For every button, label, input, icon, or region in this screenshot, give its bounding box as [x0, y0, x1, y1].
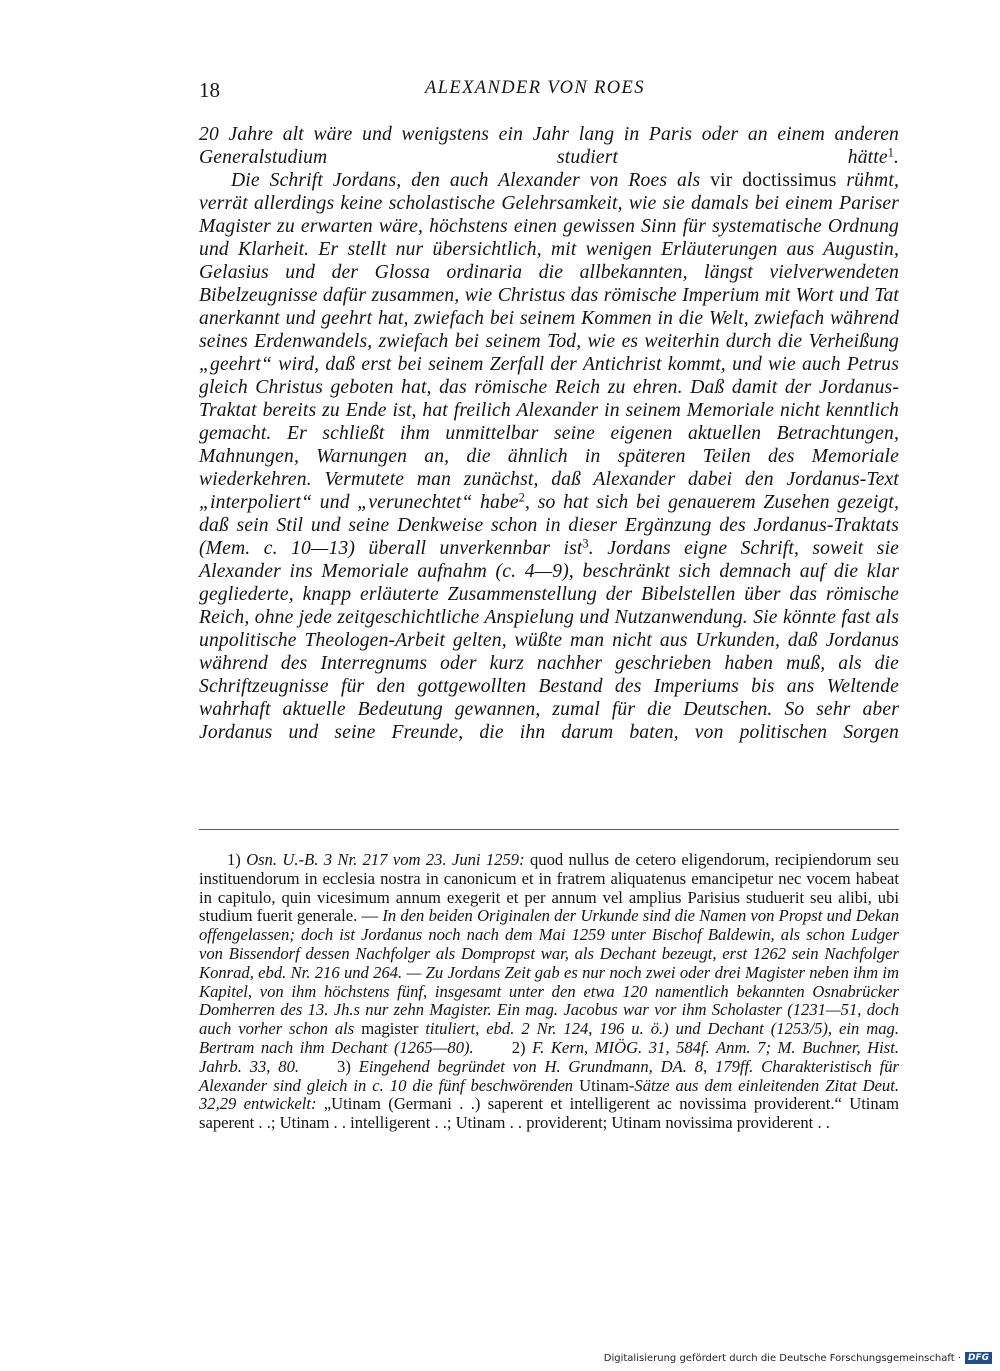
footnote-2-text: F. Kern, MIÖG. 31, 584f. Anm. 7; M. Buchner, Hist. Jahrb. 33, 80. — [199, 1037, 899, 1076]
footnotes — [199, 851, 899, 1133]
footnote-divider — [199, 829, 899, 830]
page-header — [199, 78, 899, 106]
footnote-1-quote: quod nullus de cetero eligendorum, recipiendorum seu instituendorum in ecclesia nostra in canonicum et in fratrem aliquatenus emancipetur nec vocem habeat in capitulo, quin vicesimum annum exegerit et per annum vel amplius Parisius studuerit seu alibi, ubi studium fuerit generale. — — [199, 850, 899, 926]
footnote-3-text-cont: -Sätze aus dem einleitenden Zitat Deut. 32,29 entwickelt: — [199, 1075, 899, 1114]
paragraph-2 — [199, 169, 899, 744]
paragraph-2-text-b: rühmt, verrät allerdings keine scholastische Gelehrsamkeit, wie sie damals bei einem Pariser Magister zu erwarten wäre, höchstens einen gewissen Sinn für systematische Ordnung und Klarheit. Er stellt nur übersichtlich, mit wenigen Erläuterungen aus Augustin, Gelasius und der Glossa ordinaria die allbekannten, längst vielverwendeten Bibelzeugnisse dafür zusammen, wie Christus das römische Imperium mit Wort und Tat anerkannt und geehrt hat, zwiefach bei seinem Kommen in die Welt, zwiefach während seines Erdenwandels, zwiefach bei seinem Tod, wie es weiterhin durch die Verheißung „geehrt“ wird, daß erst bei seinem Zerfall der Antichrist kommt, und wie auch Petrus gleich Christus geboten hat, das römische Reich zu ehren. Daß damit der Jordanus-Traktat bereits zu Ende ist, hat freilich Alexander in seinem Memoriale nicht kenntlich gemacht. Er schließt ihm unmittelbar seine eigenen aktuellen Betrachtungen, Mahnungen, Warnungen an, die ähnlich in späteren Teilen des Memoriale wiederkehren. Vermutete man zunächst, daß Alexander dabei den Jordanus-Text „interpoliert“ und „verunechtet“ habe — [199, 170, 899, 513]
digitization-notice — [604, 1349, 992, 1367]
main-text — [199, 123, 899, 744]
footnote-3-latin-word: Utinam — [579, 1075, 629, 1095]
footnote-1-source: Osn. U.-B. 3 Nr. 217 vom 23. Juni 1259: — [246, 850, 525, 869]
footnote-1-commentary: In den beiden Originalen der Urkunde sind die Namen von Propst und Dekan offengelassen; doch ist Jordanus noch nach dem Mai 1259 unter Bischof Baldewin, als schon Ludger von Bissendorf dessen Nachfolger als Dompropst war, als Dechant bezeugt, erst 1262 sein Nachfolger Konrad, ebd. Nr. 216 und 264. — Zu Jordans Zeit gab es nur noch zwei oder drei Magister neben ihm im Kapitel, von ihm höchstens fünf, insgesamt unter den etwa 120 namentlich bekannten Osnabrücker Domherren des 13. Jh.s nur zehn Magister. Ein mag. Jacobus war vor ihm Scholaster (1231—51, doch auch vorher schon als — [199, 906, 900, 1039]
dfg-logo[interactable]: DFG — [965, 1352, 992, 1364]
footnote-1-latin: magister — [361, 1019, 419, 1039]
digitization-text: Digitalisierung gefördert durch die Deutsche Forschungsgemeinschaft · — [603, 1352, 961, 1364]
page-number: 18 — [199, 78, 220, 102]
footnote-3-text: Eingehend begründet von H. Grundmann, DA. 8, 179ff. Charakteristisch für Alexander sind gleich in c. 10 die fünf beschwörenden — [199, 1056, 899, 1095]
paragraph-2-text-c: , so hat sich bei genauerem Zusehen gezeigt, daß sein Stil und seine Denkweise schon in dieser Ergänzung des Jordanus-Traktats (Mem. c. 10—13) überall unverkennbar ist — [199, 492, 899, 559]
footnote-3-number: 3) — [337, 1056, 359, 1076]
footnote-1-commentary-end: tituliert, ebd. 2 Nr. 124, 196 u. ö.) und Dechant (1253/5), ein mag. Bertram nach ihm Dechant (1265—80). — [199, 1019, 899, 1057]
footnote-1-number: 1) — [227, 850, 247, 869]
footnote-ref-1[interactable]: 1 — [887, 145, 894, 160]
running-head: ALEXANDER VON ROES — [425, 78, 645, 98]
footnote-ref-2[interactable]: 2 — [518, 490, 525, 505]
paragraph-1-text: 20 Jahre alt wäre und wenigstens ein Jahr lang in Paris oder an einem anderen Generalstudium studiert hätte — [199, 124, 899, 168]
footnote-3-quote: „Utinam (Germani . .) saperent et intelligerent ac novissima providerent.“ Utinam saperent . .; Utinam . . intelligerent . .; Utinam . . providerent; Utinam novissima providerent . . — [199, 1094, 899, 1133]
footnote-2-number: 2) — [511, 1037, 533, 1057]
latin-phrase: vir doctissimus — [710, 170, 837, 191]
paragraph-1-end: . — [893, 147, 899, 168]
paragraph-2-text-a: Die Schrift Jordans, den auch Alexander von Roes als — [231, 170, 711, 191]
paragraph-1 — [199, 123, 899, 169]
footnote-block — [199, 851, 899, 1133]
footnote-ref-3[interactable]: 3 — [582, 536, 589, 551]
paragraph-2-text-d: . Jordans eigne Schrift, soweit sie Alexander ins Memoriale aufnahm (c. 4—9), beschränkt sich demnach auf die klar gegliederte, knapp erläuterte Zusammenstellung der Bibelstellen über das römische Reich, ohne jede zeitgeschichtliche Anspielung und Nutzanwendung. Sie könnte fast als unpolitische Theologen-Arbeit gelten, wüßte man nicht aus Urkunden, daß Jordanus während des Interregnums oder kurz nachher geschrieben haben muß, als die Schriftzeugnisse für den gottgewollten Bestand des Imperiums bis ans Weltende wahrhaft aktuelle Bedeutung gewannen, zumal für die Deutschen. So sehr aber Jordanus und seine Freunde, die ihn darum baten, von politischen Sorgen — [199, 538, 900, 743]
